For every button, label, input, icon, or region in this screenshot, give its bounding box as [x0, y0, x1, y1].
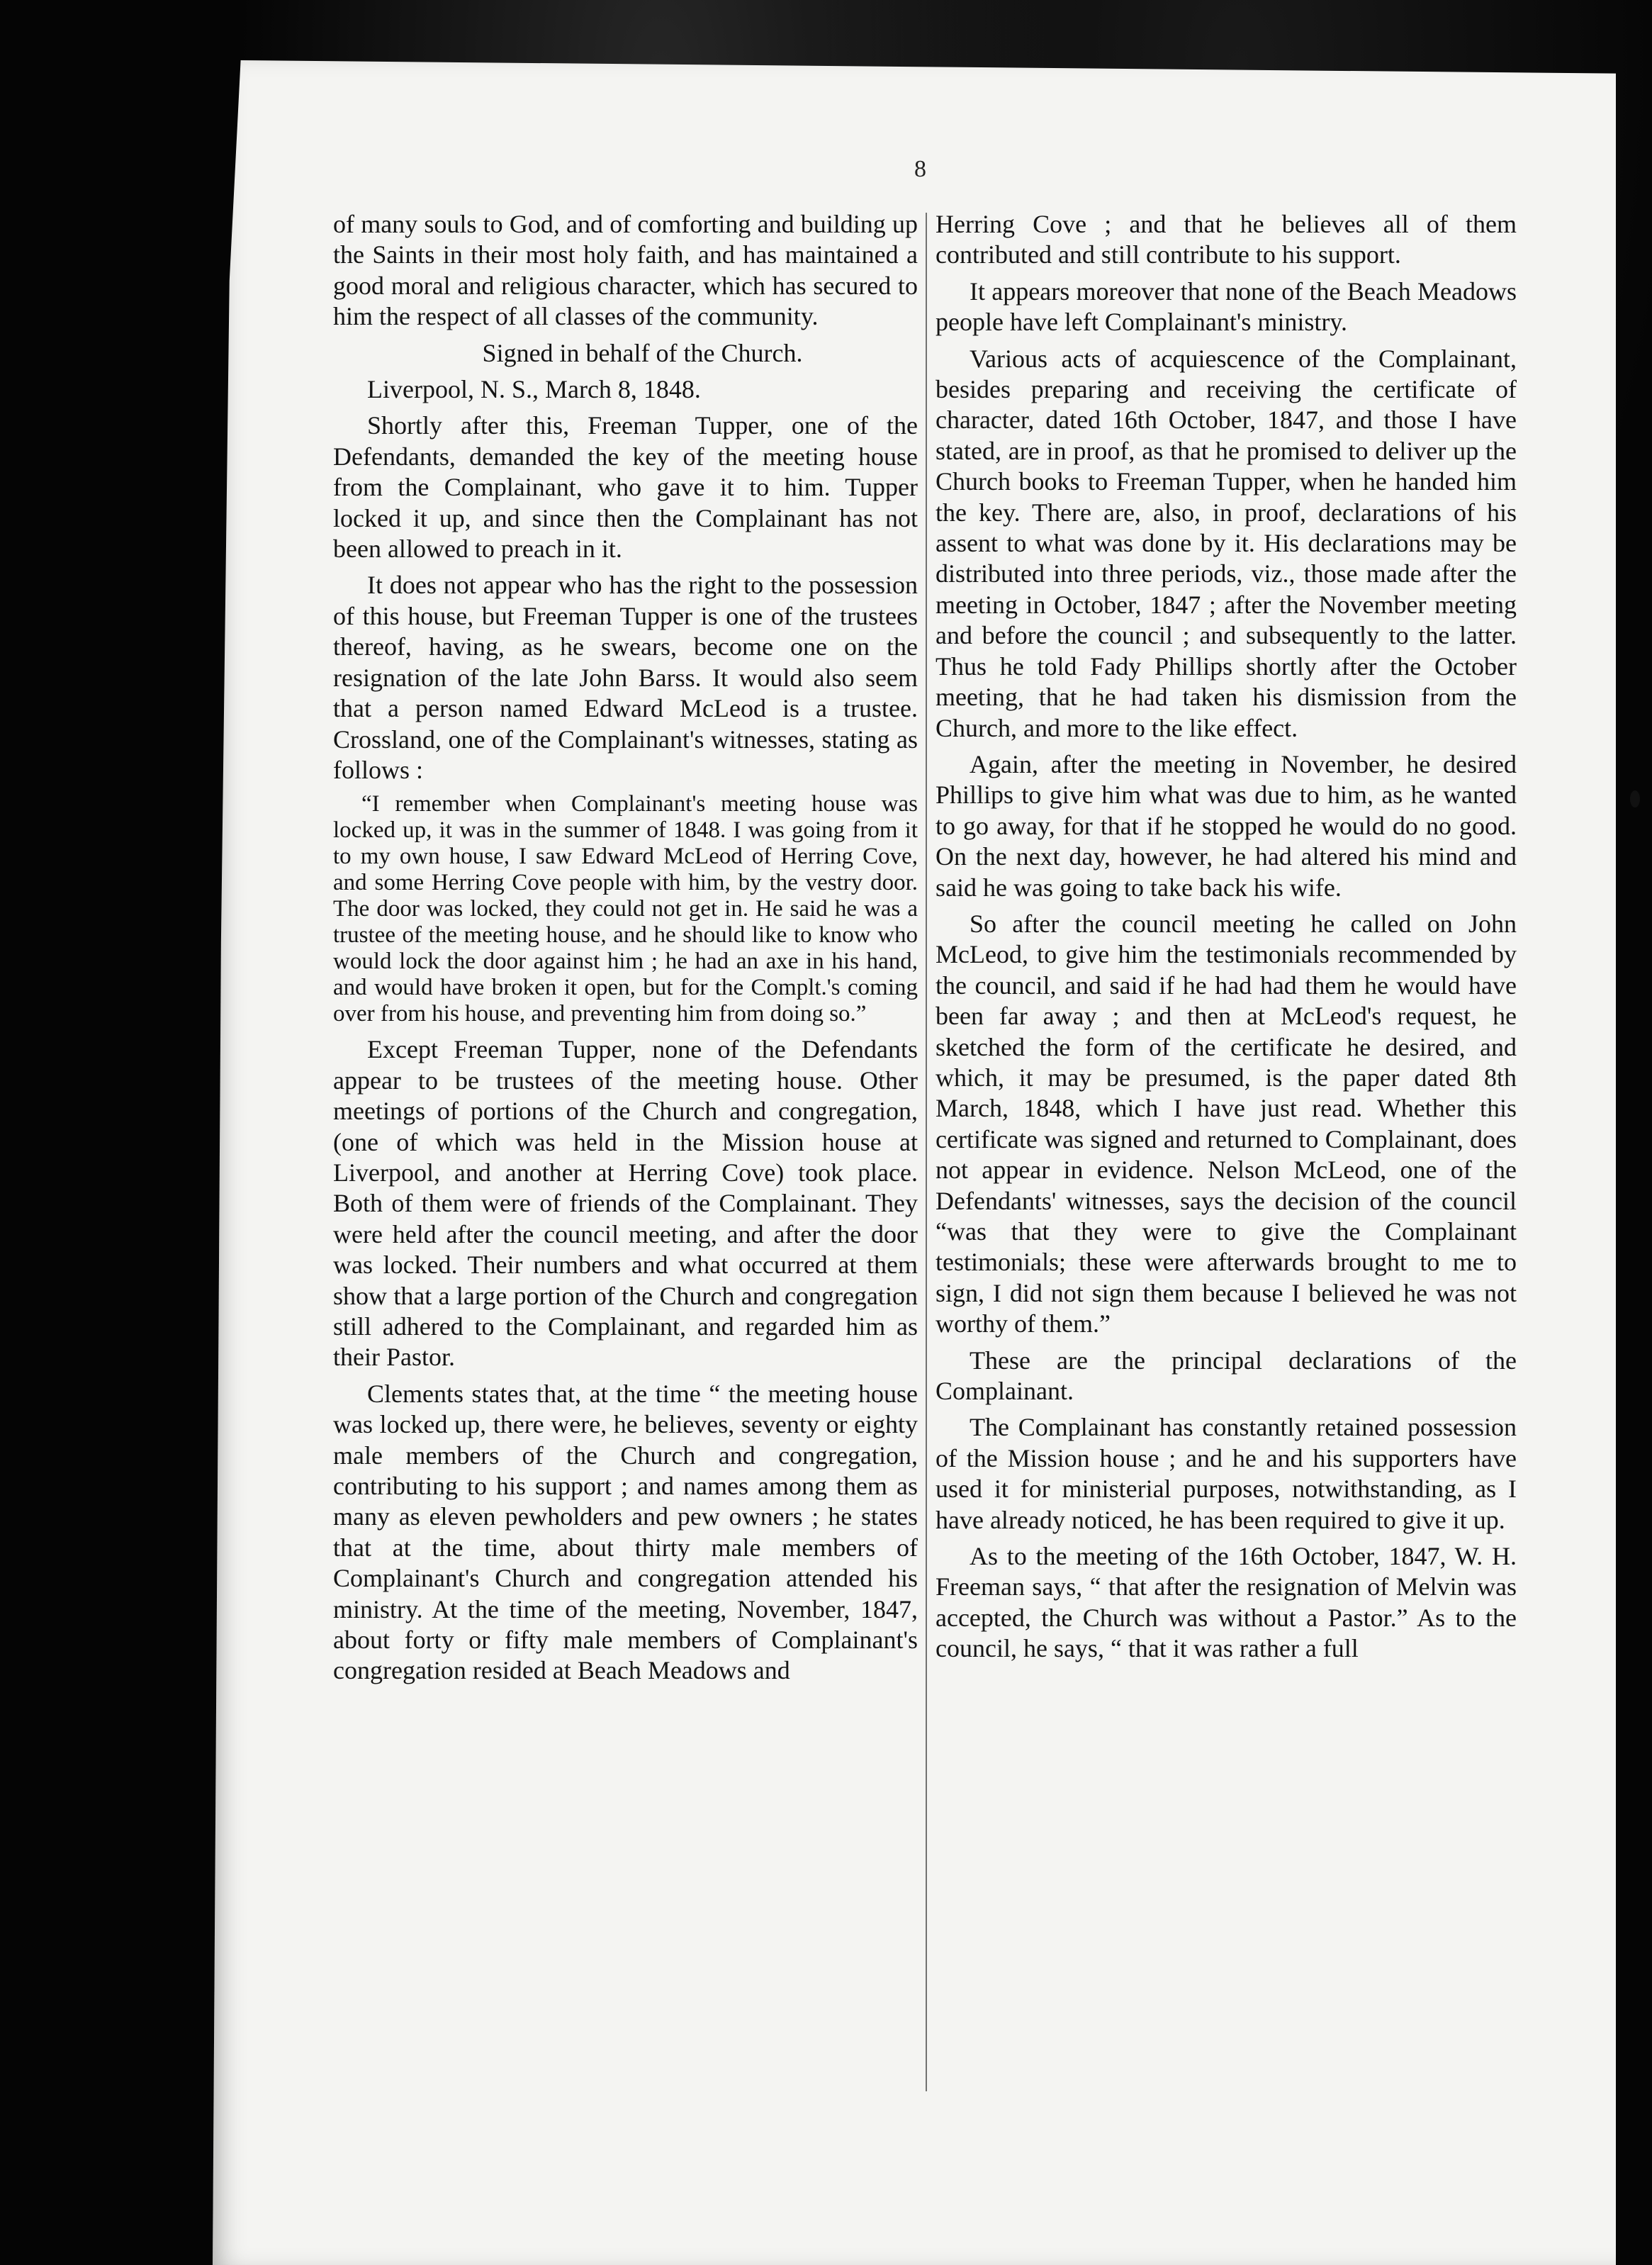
paragraph: Various acts of acquiescence of the Complainant, besides preparing and receiving the certificate of character, dated 16th October, 1847, and those I have stated, are in proof, as that he promised to deliver up the Church books to Freeman Tupper, when he handed him the key. There are, also, in proof, declarations of his assent to what was done by it. His declarations may be distributed into three periods, viz., those made after the meeting in October, 1847 ; after the November meeting and before the council ; and subsequently to the latter. Thus he told Fady Phillips shortly after the October meeting, that he had taken his dismission from the Church, and more to the like effect. — [935, 344, 1517, 742]
margin-mark — [1630, 790, 1640, 807]
paragraph: Except Freeman Tupper, none of the Defendants appear to be trustees of the meeting house. Other meetings of portions of the Church and congregation, (one of which was held in the Mission house at Liverpool, and another at Herring Cove) took place. Both of them were of friends of the Complainant. They were held after the council meeting, and after the door was locked. Their numbers and what occurred at them show that a large portion of the Church and congregation still adhered to the Complainant, and regarded him as their Pastor. — [333, 1035, 918, 1372]
paragraph: The Complainant has constantly retained possession of the Mission house ; and he and his supporters have used it for ministerial purposes, notwithstanding, as I have already noticed, he has been required to give it up. — [935, 1413, 1517, 1534]
signature-line: Signed in behalf of the Church. — [482, 338, 803, 367]
paragraph: It does not appear who has the right to the possession of this house, but Freeman Tupper is one of the trustees thereof, having, as he swears, become one on the resignation of the late John Barss. It would also seem that a person named Edward McLeod is a trustee. Crossland, one of the Complainant's witnesses, stating as follows : — [333, 571, 918, 784]
paragraph: It appears moreover that none of the Beach Meadows people have left Complainant's ministry. — [935, 276, 1517, 337]
paragraph: Herring Cove ; and that he believes all of them contributed and still contribute to his support. — [935, 210, 1517, 269]
paragraph: So after the council meeting he called on John McLeod, to give him the testimonials recommended by the council, and said if he had had them he would have been far away ; and then at McLeod's request, he sketched the form of the certificate he desired, and which, it may be presumed, is the paper dated 8th March, 1848, which I have just read. Whether this certificate was signed and returned to Complainant, does not appear in evidence. Nelson McLeod, one of the Defendants' witnesses, says the decision of the council “was that they were to give the Complainant testimonials; these were afterwards brought to me to sign, I did not sign them because I believed he was not worthy of them.” — [935, 909, 1517, 1338]
right-column — [935, 209, 1517, 1670]
paragraph: As to the meeting of the 16th October, 1847, W. H. Freeman says, “ that after the resignation of Melvin was accepted, the Church was without a Pastor.” As to the council, he says, “ that it was rather a full — [935, 1542, 1517, 1663]
paragraph: Clements states that, at the time “ the meeting house was locked up, there were, he believes, seventy or eighty male members of the Church and congregation, contributing to his support ; and names among them as many as eleven pewholders and pew owners ; he states that at the time, about thirty male members of Complainant's Church and congregation attended his ministry. At the time of the meeting, November, 1847, about forty or fifty male members of Complainant's congregation resided at Beach Meadows and — [333, 1379, 918, 1685]
left-column — [333, 209, 918, 1692]
block-quote: “I remember when Complainant's meeting house was locked up, it was in the summer of 1848. I was going from it to my own house, I saw Edward McLeod of Herring Cove, and some Herring Cove people with him, by the vestry door. The door was locked, they could not get in. He said he was a trustee of the meeting house, and he should like to know who would lock the door against him ; he had an axe in his hand, and would have broken it open, but for the Complt.'s coming over from his house, and preventing him from doing so.” — [333, 791, 918, 1027]
dateline: Liverpool, N. S., March 8, 1848. — [367, 375, 701, 404]
page-number: 8 — [914, 156, 926, 182]
column-divider — [926, 213, 927, 2091]
paragraph: Again, after the meeting in November, he desired Phillips to give him what was due to him, as he wanted to go away, for that if he stopped he would do no good. On the next day, however, he had altered his mind and said he was going to take back his wife. — [935, 749, 1517, 902]
paragraph: These are the principal declarations of the Complainant. — [935, 1346, 1517, 1406]
paragraph: of many souls to God, and of comforting and building up the Saints in their most holy faith, and has maintained a good moral and religious character, which has secured to him the respect of all classes of the community. — [333, 210, 918, 331]
paragraph: Shortly after this, Freeman Tupper, one of the Defendants, demanded the key of the meeting house from the Complainant, who gave it to him. Tupper locked it up, and since then the Complainant has not been allowed to preach in it. — [333, 411, 918, 564]
